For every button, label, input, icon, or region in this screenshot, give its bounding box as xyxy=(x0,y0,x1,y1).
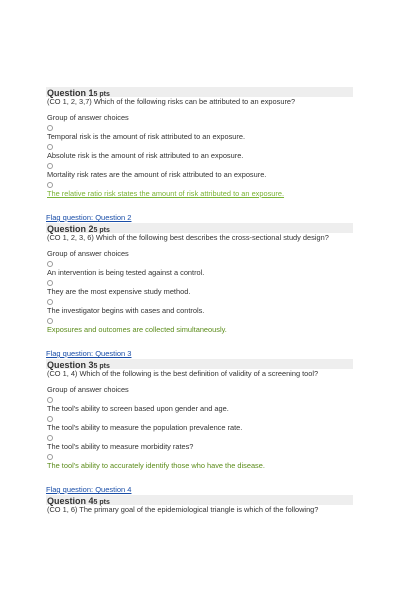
answer-option[interactable] xyxy=(46,182,353,199)
answer-option[interactable] xyxy=(46,280,353,297)
radio-button-icon[interactable] xyxy=(47,299,53,305)
question-points: 5 pts xyxy=(93,363,110,370)
radio-button-icon[interactable] xyxy=(47,318,53,324)
answer-option[interactable] xyxy=(46,125,353,142)
answer-option-label: The tool's ability to measure morbidity rates? xyxy=(47,442,194,451)
question-title: Question 4 xyxy=(47,496,94,506)
question-header xyxy=(46,87,353,97)
answer-option[interactable] xyxy=(46,416,353,433)
answer-option[interactable] xyxy=(46,299,353,316)
radio-button-icon[interactable] xyxy=(47,125,53,131)
answer-option-label: Absolute risk is the amount of risk attributed to an exposure. xyxy=(47,151,244,160)
answer-option[interactable] xyxy=(46,318,353,335)
question-block xyxy=(46,485,353,515)
answer-option-label: The tool's ability to measure the population prevalence rate. xyxy=(47,423,243,432)
radio-button-icon[interactable] xyxy=(47,435,53,441)
question-points: 5 pts xyxy=(93,499,110,506)
answer-option[interactable] xyxy=(46,454,353,471)
answer-group-label: Group of answer choices xyxy=(47,249,129,258)
question-text: (CO 1, 2, 3,7) Which of the following risks can be attributed to an exposure? xyxy=(47,97,296,106)
answer-option[interactable] xyxy=(46,144,353,161)
answer-option-label: Exposures and outcomes are collected simultaneously. xyxy=(47,325,227,334)
radio-button-icon[interactable] xyxy=(47,182,53,188)
question-title: Question 3 xyxy=(47,360,94,370)
radio-button-icon[interactable] xyxy=(47,261,53,267)
answer-group-label: Group of answer choices xyxy=(47,113,129,122)
question-points: 5 pts xyxy=(93,227,110,234)
flag-question-link[interactable]: Flag question: Question 4 xyxy=(46,485,132,494)
radio-button-icon[interactable] xyxy=(47,280,53,286)
question-text: (CO 1, 6) The primary goal of the epidemiological triangle is which of the following? xyxy=(47,505,319,514)
radio-button-icon[interactable] xyxy=(47,163,53,169)
radio-button-icon[interactable] xyxy=(47,144,53,150)
quiz-container xyxy=(46,87,353,515)
flag-question-link[interactable]: Flag question: Question 2 xyxy=(46,213,132,222)
answer-option[interactable] xyxy=(46,261,353,278)
answer-option-label: Mortality risk rates are the amount of risk attributed to an exposure. xyxy=(47,170,267,179)
question-points: 5 pts xyxy=(93,91,110,98)
question-header xyxy=(46,223,353,233)
question-title: Question 1 xyxy=(47,88,94,98)
answer-option[interactable] xyxy=(46,163,353,180)
answer-option-label: Temporal risk is the amount of risk attributed to an exposure. xyxy=(47,132,245,141)
radio-button-icon[interactable] xyxy=(47,416,53,422)
question-text: (CO 1, 4) Which of the following is the best definition of validity of a screening tool? xyxy=(47,369,319,378)
answer-option-label: An intervention is being tested against a control. xyxy=(47,268,205,277)
flag-question-link[interactable]: Flag question: Question 3 xyxy=(46,349,132,358)
question-title: Question 2 xyxy=(47,224,94,234)
answer-option[interactable] xyxy=(46,435,353,452)
answer-option-label: They are the most expensive study method. xyxy=(47,287,191,296)
radio-button-icon[interactable] xyxy=(47,454,53,460)
answer-option[interactable] xyxy=(46,397,353,414)
question-block xyxy=(46,349,353,471)
question-header xyxy=(46,495,353,505)
answer-option-label: The relative ratio risk states the amount of risk attributed to an exposure. xyxy=(47,189,285,198)
radio-button-icon[interactable] xyxy=(47,397,53,403)
question-block xyxy=(46,87,353,199)
answer-option-label: The tool's ability to screen based upon gender and age. xyxy=(47,404,229,413)
answer-group-label: Group of answer choices xyxy=(47,385,129,394)
question-text: (CO 1, 2, 3, 6) Which of the following best describes the cross-sectional study design? xyxy=(47,233,329,242)
answer-option-label: The investigator begins with cases and controls. xyxy=(47,306,205,315)
answer-option-label: The tool's ability to accurately identify those who have the disease. xyxy=(47,461,265,470)
question-header xyxy=(46,359,353,369)
question-block xyxy=(46,213,353,335)
